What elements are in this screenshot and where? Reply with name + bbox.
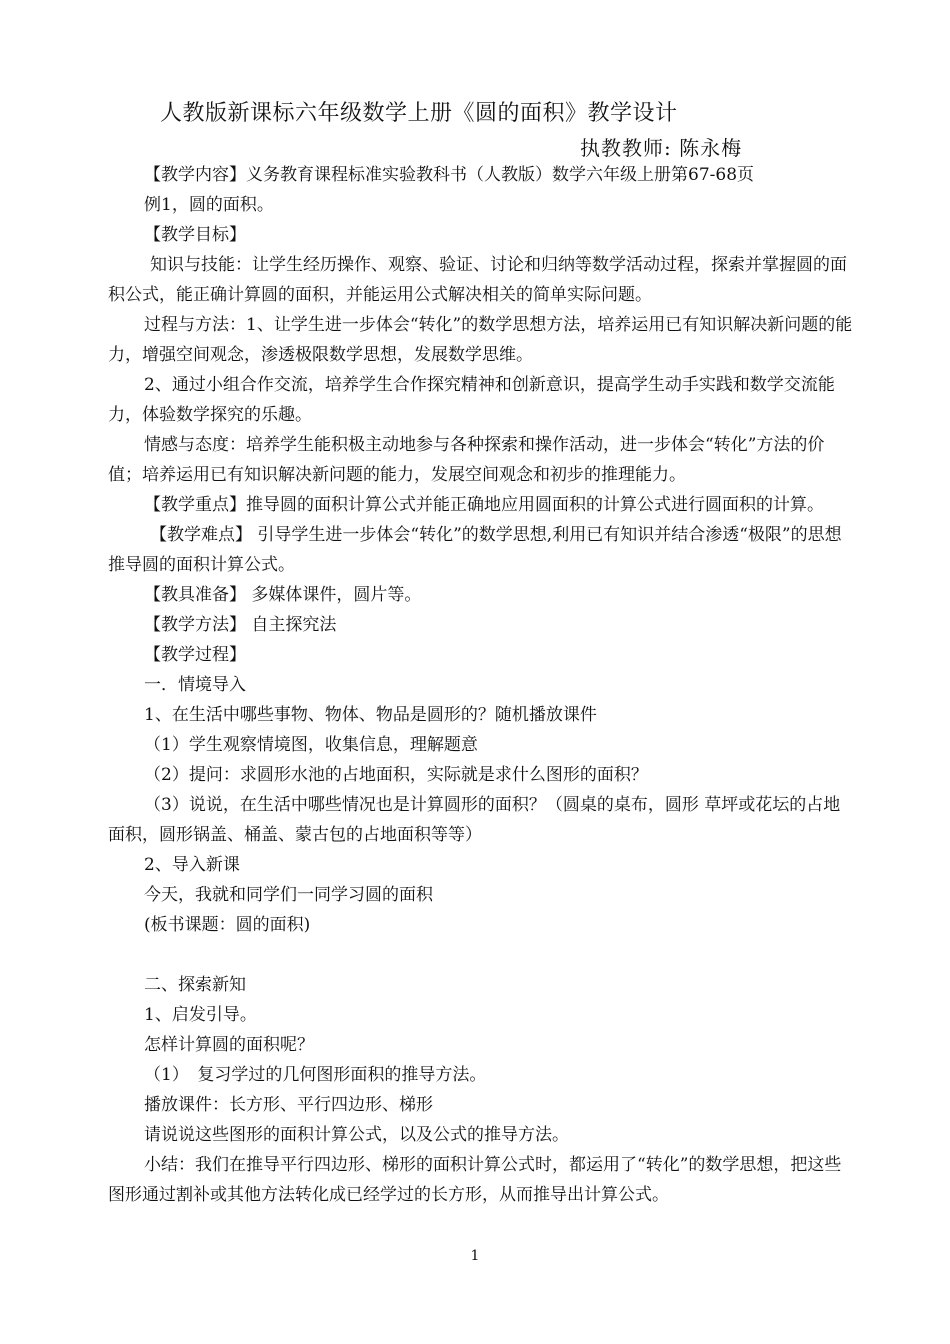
paragraph: 【教学重点】推导圆的面积计算公式并能正确地应用圆面积的计算公式进行圆面积的计算。 (144, 495, 824, 515)
document-body (108, 160, 853, 1210)
paragraph: 怎样计算圆的面积呢？ (144, 1035, 314, 1055)
paragraph: 【教学方法】 自主探究法 (144, 615, 337, 635)
section-heading: 【教学目标】 (144, 225, 246, 245)
paragraph: 1、启发引导。 (144, 1005, 257, 1025)
paragraph: （3）说说，在生活中哪些情况也是计算圆形的面积？（圆桌的桌布，圆形 草坪或花坛的占地面积，圆形锅盖、桶盖、蒙古包的占地面积等等） (108, 795, 841, 845)
paragraph: (板书课题：圆的面积) (144, 915, 311, 935)
paragraph: 【教学内容】义务教育课程标准实验教科书（人教版）数学六年级上册第67-68页 (144, 165, 755, 185)
section-heading: 【教学过程】 (144, 645, 246, 665)
paragraph: （1）学生观察情境图，收集信息，理解题意 (144, 735, 478, 755)
blank-line (108, 940, 853, 970)
page-number: 1 (470, 1248, 480, 1264)
paragraph: 今天，我就和同学们一同学习圆的面积 (144, 885, 433, 905)
paragraph: 知识与技能：让学生经历操作、观察、验证、讨论和归纳等数学活动过程，探索并掌握圆的面积公式，能正确计算圆的面积，并能运用公式解决相关的简单实际问题。 (108, 255, 847, 305)
paragraph: （1） 复习学过的几何图形面积的推导方法。 (144, 1065, 487, 1085)
paragraph: 【教学难点】 引导学生进一步体会“转化”的数学思想,利用已有知识并结合渗透“极限”的思想推导圆的面积计算公式。 (108, 525, 842, 575)
document-author: 执教教师: 陈永梅 (580, 136, 743, 160)
paragraph: 请说说这些图形的面积计算公式，以及公式的推导方法。 (144, 1125, 569, 1145)
paragraph: 例1，圆的面积。 (144, 195, 274, 215)
paragraph: 2、通过小组合作交流，培养学生合作探究精神和创新意识，提高学生动手实践和数学交流能力，体验数学探究的乐趣。 (108, 375, 835, 425)
subsection-heading: 二、探索新知 (144, 975, 246, 995)
paragraph: 情感与态度：培养学生能积极主动地参与各种探索和操作活动，进一步体会“转化”方法的价值；培养运用已有知识解决新问题的能力，发展空间观念和初步的推理能力。 (108, 435, 825, 485)
paragraph: 2、导入新课 (144, 855, 240, 875)
paragraph: 【教具准备】 多媒体课件，圆片等。 (144, 585, 422, 605)
paragraph: 1、在生活中哪些事物、物体、物品是圆形的？随机播放课件 (144, 705, 597, 725)
paragraph: 播放课件：长方形、平行四边形、梯形 (144, 1095, 433, 1115)
subsection-heading: 一．情境导入 (144, 675, 246, 695)
paragraph: 过程与方法：1、让学生进一步体会“转化”的数学思想方法，培养运用已有知识解决新问题的能力，增强空间观念，渗透极限数学思想，发展数学思维。 (108, 315, 853, 365)
document-title: 人教版新课标六年级数学上册《圆的面积》教学设计 (160, 101, 678, 126)
paragraph: （2）提问：求圆形水池的占地面积，实际就是求什么图形的面积？ (144, 765, 648, 785)
paragraph: 小结：我们在推导平行四边形、梯形的面积计算公式时，都运用了“转化”的数学思想，把这些图形通过割补或其他方法转化成已经学过的长方形，从而推导出计算公式。 (108, 1155, 842, 1205)
